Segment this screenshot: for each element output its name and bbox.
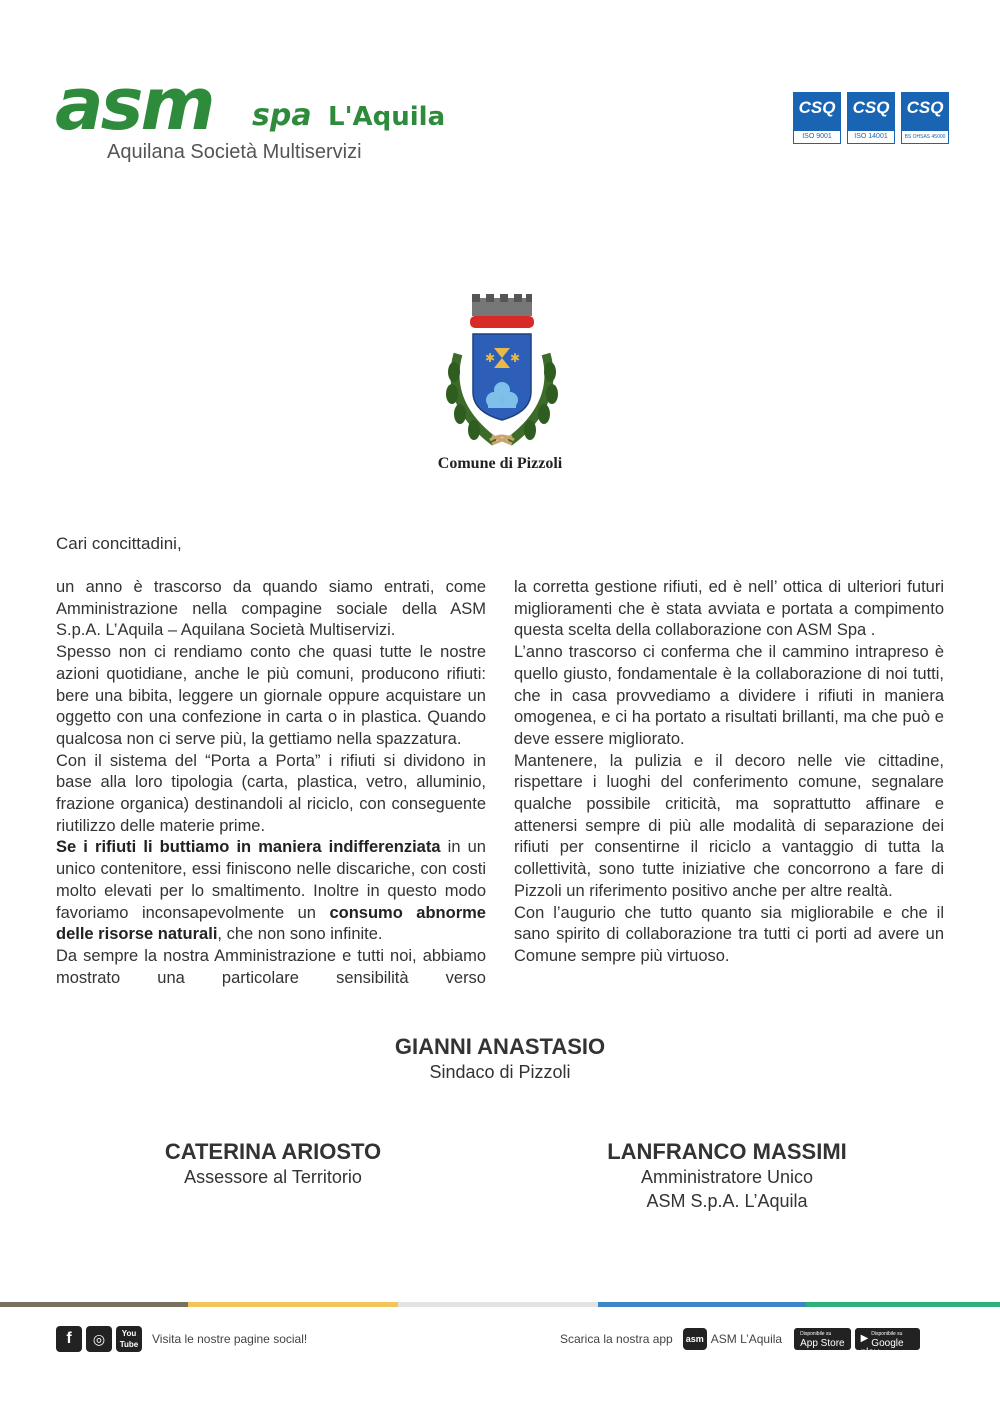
app-name: ASM L’Aquila <box>710 1332 783 1346</box>
csq-badge <box>793 92 841 144</box>
badge-caption: Disponibile su <box>871 1331 903 1337</box>
paragraph: Da sempre la nostra Amministrazione e tutti noi, abbiamo mostrato una particolare sensibilità verso <box>56 946 486 987</box>
company-subtitle: Aquilana Società Multiservizi <box>107 141 362 163</box>
logo-spa: spa <box>252 98 312 133</box>
app-text: Scarica la nostra app <box>560 1332 673 1346</box>
paragraph: Con il sistema del “Porta a Porta” i rifiuti si dividono in base alla loro tipologia (carta, plastica, vetro, alluminio, frazione organica) destinandoli al riciclo, con conseguente riutilizzo delle materie prime. <box>56 751 486 835</box>
badge-label: App Store <box>800 1338 845 1349</box>
signer-role: Sindaco di Pizzoli <box>429 1062 571 1082</box>
signer-role: Assessore al Territorio <box>184 1167 362 1187</box>
csq-mark: CSQ <box>902 93 948 131</box>
app-store-badge[interactable] <box>794 1328 850 1350</box>
signature-mayor <box>300 1034 700 1084</box>
footer-color-bar <box>188 1302 398 1307</box>
signer-name: LANFRANCO MASSIMI <box>607 1139 847 1164</box>
footer-color-bar <box>806 1302 1000 1307</box>
csq-label: ISO 9001 <box>802 133 832 140</box>
signer-name: GIANNI ANASTASIO <box>394 1034 606 1059</box>
asm-logo: asm <box>55 62 213 146</box>
signature-assessor <box>100 1139 446 1189</box>
paragraph: L’anno trascorso ci conferma che il cammino intrapreso è quello giusto, fondamentale è la collaborazione di noi tutti, che in casa provvediamo a dividere i rifiuti in maniera omogenea, e ci ha portato a risultati brillanti, ma che può e deve essere migliorato. <box>514 643 944 748</box>
footer-color-bar <box>0 1302 188 1307</box>
social-text: Visita le nostre pagine social! <box>152 1332 308 1346</box>
letter-column-right <box>514 577 944 968</box>
paragraph: Spesso non ci rendiamo conto che quasi tutte le nostre azioni quotidiane, anche le più comuni, producono rifiuti: bere una bibita, leggere un giornale oppure acquistare un oggetto con una confezione in carta o in plastica. Quando qualcosa non ci serve più, la gettiamo nella spazzatura. <box>56 643 486 748</box>
csq-label: BS OHSAS 45000 <box>904 134 946 140</box>
social-links <box>56 1326 307 1352</box>
badge-label: Google play <box>860 1338 904 1358</box>
facebook-icon[interactable]: f <box>56 1326 82 1352</box>
asm-app-icon: asm <box>683 1328 707 1350</box>
bold-phrase: consumo abnorme delle risorse naturali <box>56 903 486 944</box>
signer-company: ASM S.p.A. L’Aquila <box>646 1191 808 1211</box>
letter-column-left <box>56 577 486 989</box>
google-play-badge[interactable] <box>855 1328 920 1358</box>
instagram-icon[interactable]: ◎ <box>86 1326 112 1352</box>
paragraph-text: in un unico contenitore, essi finiscono nelle discariche, con costi molto elevati per lo smaltimento. Inoltre in questo modo favoriamo inconsapevolmente un <box>56 838 486 922</box>
paragraph-text: , che non sono infinite. <box>217 925 383 944</box>
csq-label: ISO 14001 <box>854 133 888 140</box>
footer-color-bar <box>398 1302 598 1307</box>
emblem-caption: Comune di Pizzoli <box>437 455 563 472</box>
paragraph: Mantenere, la pulizia e il decoro nelle vie cittadine, rispettare i luoghi del conferimento comune, segnalare qualche possibile criticità, ma soprattutto affinare e attenersi sempre di più alle modalità di separazione dei rifiuti per consentirne il riciclo a vantaggio di tutta la collettività, sono tutte iniziative che concorrono a fare di Pizzoli un riferimento positivo anche per altre realtà. <box>514 751 944 900</box>
csq-mark: CSQ <box>794 93 840 131</box>
signature-administrator <box>554 1139 900 1213</box>
app-download <box>560 1328 920 1358</box>
signer-role: Amministratore Unico <box>640 1167 814 1187</box>
youtube-icon[interactable]: You Tube <box>116 1326 142 1352</box>
coat-of-arms-icon <box>440 294 564 454</box>
csq-badge <box>847 92 895 144</box>
svg-text:✱: ✱ <box>510 351 521 365</box>
csq-mark: CSQ <box>848 93 894 131</box>
svg-text:✱: ✱ <box>485 351 496 365</box>
certifications <box>793 92 949 144</box>
paragraph: Con l’augurio che tutto quanto sia migliorabile e che il sano spirito di collaborazione tra tutti ci porti ad avere un Comune sempre più virtuoso. <box>514 903 944 965</box>
footer-color-bar <box>598 1302 806 1307</box>
paragraph: un anno è trascorso da quando siamo entrati, come Amministrazione nella compagine sociale della ASM S.p.A. L’Aquila – Aquilana Società Multiservizi. <box>56 578 486 640</box>
paragraph: la corretta gestione rifiuti, ed è nell’ ottica di ulteriori futuri miglioramenti che è stata avviata e portata a compimento questa scelta della collaborazione con ASM Spa . <box>514 578 944 640</box>
logo-city: L'Aquila <box>328 102 446 132</box>
paragraph <box>56 837 486 946</box>
greeting: Cari concittadini, <box>56 534 182 553</box>
bold-phrase: Se i rifiuti li buttiamo in maniera indifferenziata <box>56 838 441 857</box>
badge-caption: Disponibile su <box>800 1331 832 1337</box>
signer-name: CATERINA ARIOSTO <box>164 1139 382 1164</box>
csq-badge <box>901 92 949 144</box>
play-icon: ▶ <box>860 1333 869 1344</box>
